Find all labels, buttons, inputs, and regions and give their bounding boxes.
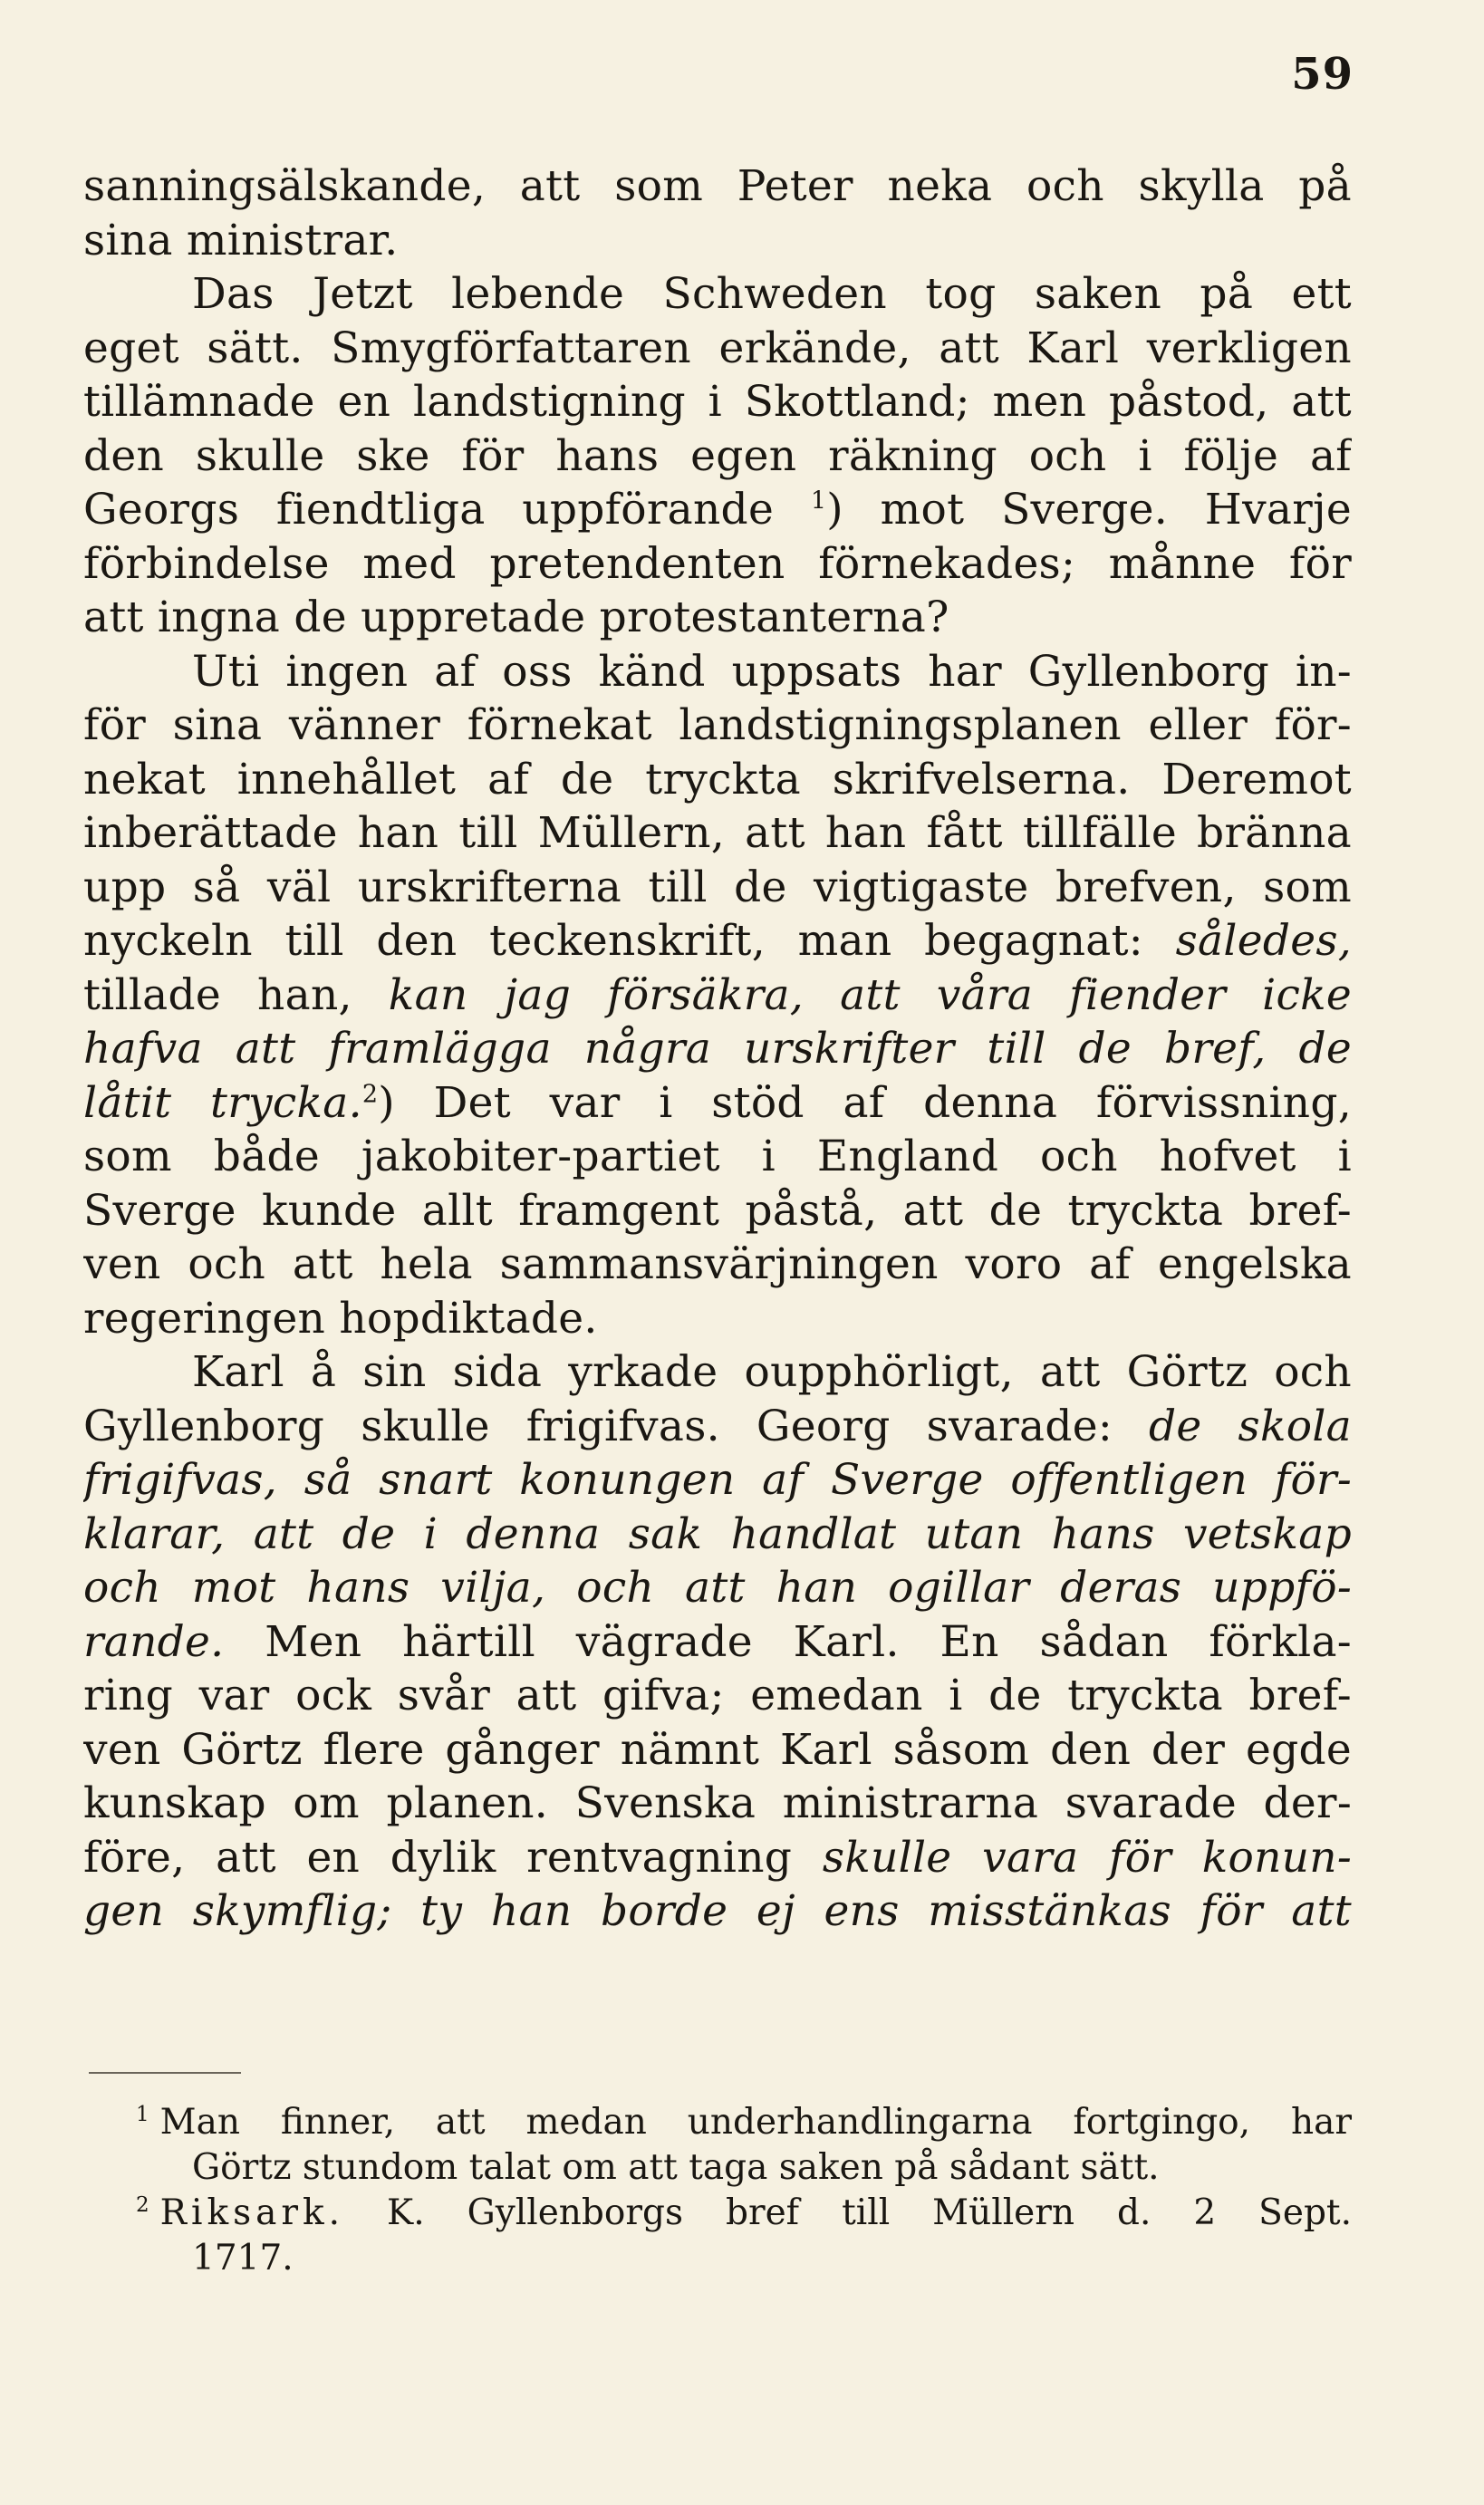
text-line: Georgs fiendtliga uppförande $^1$) mot Sverge. Hvarje	[83, 485, 1352, 535]
text-line: rande. Men härtill vägrade Karl. En sådan förkla-	[83, 1616, 1352, 1667]
text-line: frigifvas, så snart konungen af Sverge offentligen för-	[83, 1455, 1352, 1505]
text-line: och mot hans vilja, och att han ogillar deras uppfö-	[83, 1563, 1352, 1613]
footnote-mark: 2	[136, 2193, 149, 2217]
text-line: sanningsälskande, att som Peter neka och skylla på	[83, 161, 1352, 211]
text-line: den skulle ske för hans egen räkning och i följe af	[83, 430, 1352, 481]
text-line: tillämnade en landstigning i Skottland; men påstod, att	[83, 377, 1352, 427]
footnote-mark: 1	[136, 2103, 149, 2126]
footnote-1-continued: Görtz stundom talat om att taga saken på sådant sätt.	[192, 2147, 1160, 2188]
text-line: sina ministrar.	[83, 215, 399, 265]
footnotes	[136, 2100, 1352, 2281]
text-line: Gyllenborg skulle frigifvas. Georg svarade: de skola	[83, 1401, 1352, 1451]
text-line: tillade han, kan jag försäkra, att våra fiender icke	[83, 969, 1352, 1020]
text-line: låtit trycka.$^2$) Det var i stöd af denna förvissning,	[83, 1077, 1352, 1128]
footnote-2-continued: 1717.	[192, 2238, 294, 2279]
footnote-2: $^2$ Riksark. K. Gyllenborgs bref till Müllern d. 2 Sept.	[136, 2192, 1352, 2233]
footnote-1: $^1$ Man finner, att medan underhandlingarna fortgingo, har	[136, 2102, 1352, 2143]
footnote-ref-2: 2	[361, 1079, 379, 1108]
body-text	[83, 159, 1352, 1939]
footnote-ref-1: 1	[810, 487, 827, 515]
page-number: 59	[1291, 49, 1354, 100]
text-line: inberättade han till Müllern, att han fått tillfälle bränna	[83, 808, 1352, 858]
text-line: Uti ingen af oss känd uppsats har Gyllenborg in-	[192, 646, 1352, 697]
text-line: Sverge kunde allt framgent påstå, att de tryckta bref-	[83, 1185, 1352, 1236]
text-line: nyckeln till den teckenskrift, man begagnat: således,	[83, 916, 1352, 966]
text-line: Karl å sin sida yrkade oupphörligt, att Görtz och	[192, 1347, 1352, 1397]
text-line: ring var ock svår att gifva; emedan i de tryckta bref-	[83, 1671, 1352, 1720]
text-line: förbindelse med pretendenten förnekades; månne för	[83, 538, 1352, 589]
text-line: eget sätt. Smygförfattaren erkände, att Karl verkligen	[83, 323, 1352, 373]
text-line: klarar, att de i denna sak handlat utan hans vetskap	[83, 1508, 1352, 1559]
text-line: gen skymflig; ty han borde ej ens misstänkas för att	[83, 1886, 1352, 1936]
footnote-separator	[89, 2072, 241, 2074]
footnote-source: Riksark.	[159, 2192, 345, 2233]
text-line: före, att en dylik rentvagning skulle vara för konun-	[83, 1832, 1352, 1883]
text-line: regeringen hopdiktade.	[83, 1293, 598, 1344]
text-line: hafva att framlägga några urskrifter till de bref, de	[83, 1024, 1352, 1074]
text-line: som både jakobiter-partiet i England och hofvet i	[83, 1132, 1352, 1181]
text-line: ven Görtz flere gånger nämnt Karl såsom den der egde	[83, 1724, 1352, 1775]
text-line: nekat innehållet af de tryckta skrifvelserna. Deremot	[83, 754, 1352, 804]
text-line: att ingna de uppretade protestanterna?	[83, 593, 949, 642]
text-line: kunskap om planen. Svenska ministrarna svarade der-	[83, 1778, 1352, 1828]
text-line: för sina vänner förnekat landstigningsplanen eller för-	[83, 700, 1352, 750]
text-line: ven och att hela sammansvärjningen voro af engelska	[83, 1239, 1352, 1289]
text-line: upp så väl urskrifterna till de vigtigaste brefven, som	[83, 862, 1352, 912]
text-line: Das Jetzt lebende Schweden tog saken på ett	[192, 269, 1352, 319]
